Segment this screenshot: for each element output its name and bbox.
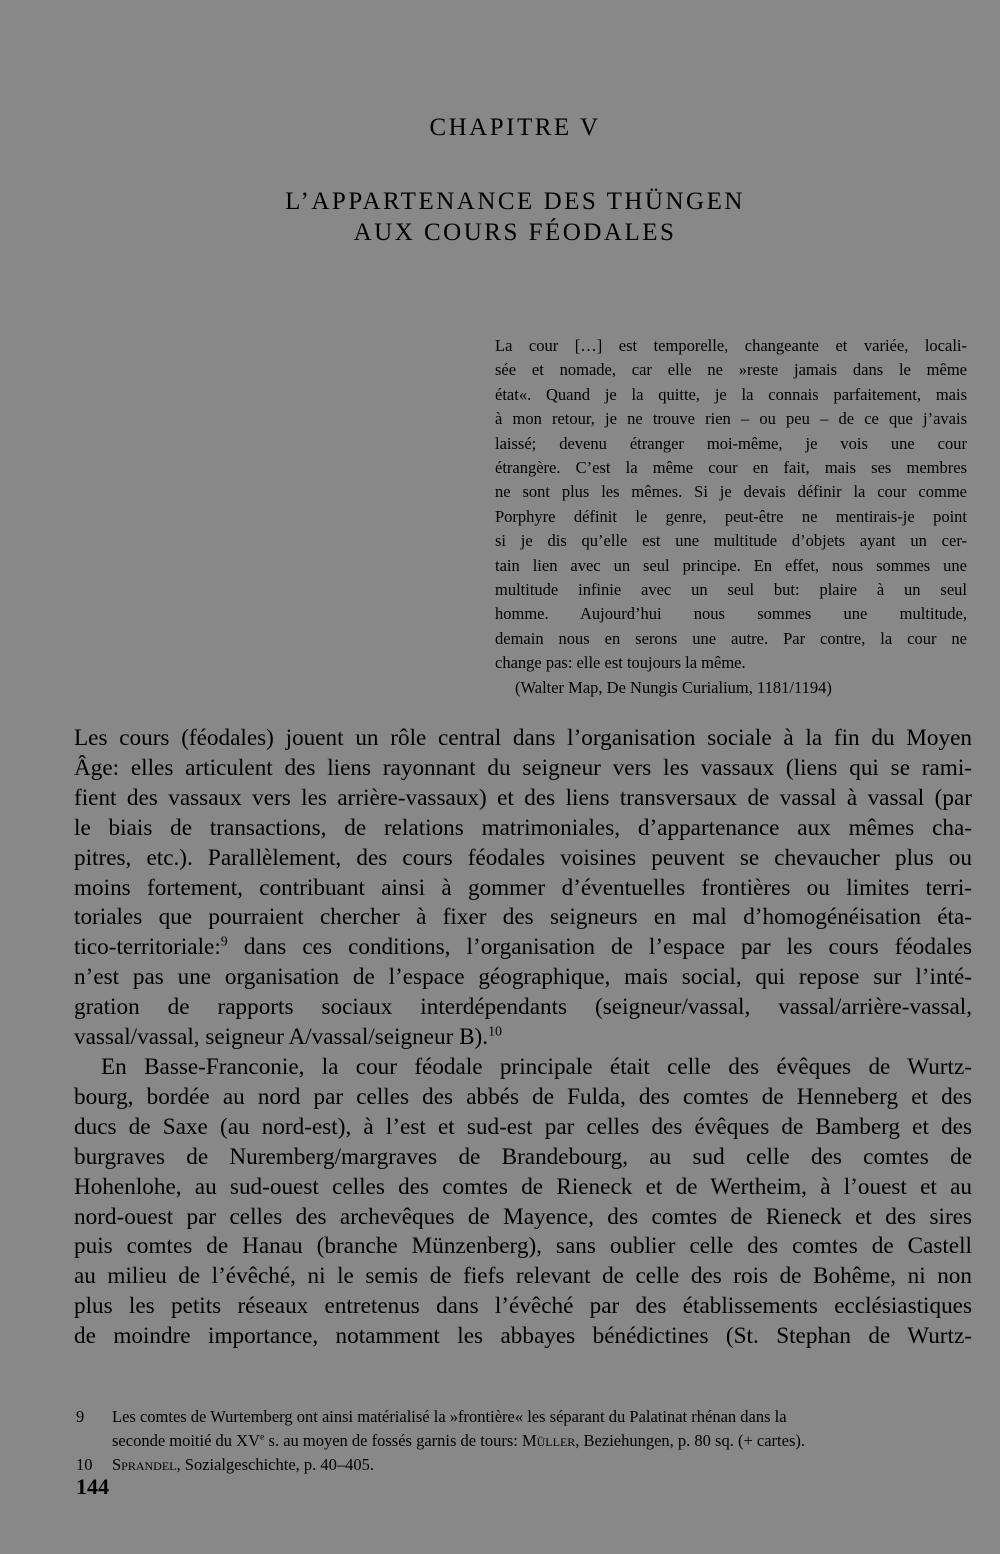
epigraph-line: sée et nomade, car elle ne »reste jamais dans le même bbox=[495, 360, 967, 380]
epigraph-line: La cour […] est temporelle, changeante et variée, locali- bbox=[495, 336, 967, 355]
epigraph-line: état«. Quand je la quitte, je la connais parfaitement, mais bbox=[495, 384, 967, 404]
footnote-superscript: e bbox=[260, 1431, 265, 1443]
paragraph-line: gration de rapports sociaux interdépendants (seigneur/vassal, vassal/arrière-vassal, bbox=[74, 994, 972, 1021]
epigraph-line: si je dis qu’elle est une multitude d’objets ayant un cer- bbox=[495, 531, 967, 551]
footnote-line bbox=[112, 1453, 979, 1477]
footnote-line: Les comtes de Wurtemberg ont ainsi matérialisé la »frontière« les séparant du Palatinat rhénan dans la bbox=[112, 1407, 787, 1426]
footnote-fragment: s. au moyen de fossés garnis de tours: bbox=[264, 1431, 522, 1450]
footnote bbox=[74, 1453, 979, 1477]
paragraph-line: bourg, bordée au nord par celles des abbés de Fulda, des comtes de Henneberg et des bbox=[74, 1083, 972, 1110]
footnote-line bbox=[112, 1429, 979, 1453]
paragraph-line: n’est pas une organisation de l’espace géographique, mais social, qui repose sur l’inté- bbox=[74, 964, 972, 991]
paragraph-line: En Basse-Franconie, la cour féodale principale était celle des évêques de Wurtz- bbox=[101, 1053, 972, 1080]
paragraph-line: fient des vassaux vers les arrière-vassaux) et des liens transversaux de vassal à vassal (par bbox=[74, 784, 972, 811]
epigraph-line: change pas: elle est toujours la même. bbox=[495, 653, 746, 673]
epigraph-source: (Walter Map, De Nungis Curialium, 1181/1194) bbox=[515, 677, 832, 697]
epigraph-line: étrangère. C’est la même cour en fait, mais ses membres bbox=[495, 458, 967, 478]
epigraph-line: Porphyre définit le genre, peut-être ne mentirais-je point bbox=[495, 506, 967, 526]
footnote-author: Sprandel bbox=[112, 1455, 177, 1474]
footnote-ref[interactable]: 10 bbox=[488, 1024, 502, 1040]
paragraph-line: toriales que pourraient chercher à fixer des seigneurs en mal d’homogénéisation éta- bbox=[74, 904, 972, 931]
paragraph-line: le biais de transactions, de relations matrimoniales, d’appartenance aux mêmes cha- bbox=[74, 814, 972, 841]
footnote-number: 9 bbox=[76, 1407, 85, 1426]
main-text bbox=[74, 724, 972, 1352]
paragraph-line: burgraves de Nuremberg/margraves de Brandebourg, au sud celle des comtes de bbox=[74, 1143, 972, 1170]
paragraph-line: ducs de Saxe (au nord-est), à l’est et sud-est par celles des évêques de Bamberg et des bbox=[74, 1113, 972, 1140]
epigraph-line: ne sont plus les mêmes. Si je devais définir la cour comme bbox=[495, 482, 967, 502]
paragraph-line bbox=[74, 933, 972, 963]
paragraph-line: puis comtes de Hanau (branche Münzenberg), sans oublier celle des comtes de Castell bbox=[74, 1233, 972, 1260]
paragraph-fragment: vassal/vassal, seigneur A/vassal/seigneur B). bbox=[74, 1024, 489, 1051]
paragraph-line: pitres, etc.). Parallèlement, des cours féodales voisines peuvent se chevaucher plus ou bbox=[74, 844, 972, 871]
paragraph-line: plus les petits réseaux entretenus dans l’évêché par des établissements ecclésiastiques bbox=[74, 1293, 972, 1320]
chapter-title-line: L’APPARTENANCE DES THÜNGEN bbox=[285, 188, 745, 215]
epigraph-line: multitude infinie avec un seul but: plaire à un seul bbox=[495, 580, 967, 600]
epigraph-line: tain lien avec un seul principe. En effet, nous sommes une bbox=[495, 555, 967, 575]
epigraph-line: homme. Aujourd’hui nous sommes une multitude, bbox=[495, 604, 967, 624]
footnote-ref[interactable]: 9 bbox=[220, 934, 228, 950]
epigraph-line: à mon retour, je ne trouve rien – ou peu – de ce que j’avais bbox=[495, 409, 967, 429]
page-number: 144 bbox=[76, 1474, 109, 1499]
footnote-author: Müller bbox=[521, 1431, 576, 1450]
paragraph-fragment: dans ces conditions, l’organisation de l’espace par les cours féodales bbox=[243, 934, 973, 961]
chapter-number: CHAPITRE V bbox=[429, 114, 601, 141]
epigraph-line: demain nous en serons une autre. Par contre, la cour ne bbox=[495, 628, 967, 648]
footnote-text bbox=[112, 1405, 979, 1453]
paragraph-line: Âge: elles articulent des liens rayonnant du seigneur vers les vassaux (liens qui se rami- bbox=[74, 754, 972, 781]
epigraph bbox=[495, 334, 967, 700]
footnotes bbox=[74, 1405, 979, 1477]
paragraph-line: Les cours (féodales) jouent un rôle central dans l’organisation sociale à la fin du Moyen bbox=[74, 725, 972, 751]
chapter-title-line: AUX COURS FÉODALES bbox=[353, 219, 677, 246]
paragraph-line: Hohenlohe, au sud-ouest celles des comtes de Rieneck et de Wertheim, à l’ouest et au bbox=[74, 1173, 972, 1200]
paragraph-line: au milieu de l’évêché, ni le semis de fiefs relevant de celle des rois de Bohême, ni non bbox=[74, 1263, 972, 1290]
paragraph-line bbox=[74, 1023, 972, 1053]
paragraph-line: nord-ouest par celles des archevêques de Mayence, des comtes de Rieneck et des sires bbox=[74, 1203, 972, 1230]
footnote-fragment: seconde moitié du XV bbox=[112, 1431, 261, 1450]
footnote-text bbox=[112, 1453, 979, 1477]
footnote-fragment: , Beziehungen, p. 80 sq. (+ cartes). bbox=[575, 1431, 805, 1450]
epigraph-line: laissé; devenu étranger moi-même, je vois une cour bbox=[495, 433, 967, 453]
paragraph-line: de moindre importance, notamment les abbayes bénédictines (St. Stephan de Wurtz- bbox=[74, 1323, 972, 1350]
footnote-number: 10 bbox=[76, 1455, 93, 1474]
footnote-fragment: , Sozialgeschichte, p. 40–405. bbox=[176, 1455, 375, 1474]
paragraph-line: moins fortement, contribuant ainsi à gommer d’éventuelles frontières ou limites terri- bbox=[74, 874, 972, 901]
chapter-title bbox=[0, 186, 1000, 248]
paragraph-fragment: tico-territoriale: bbox=[74, 934, 221, 961]
footnote bbox=[74, 1405, 979, 1453]
